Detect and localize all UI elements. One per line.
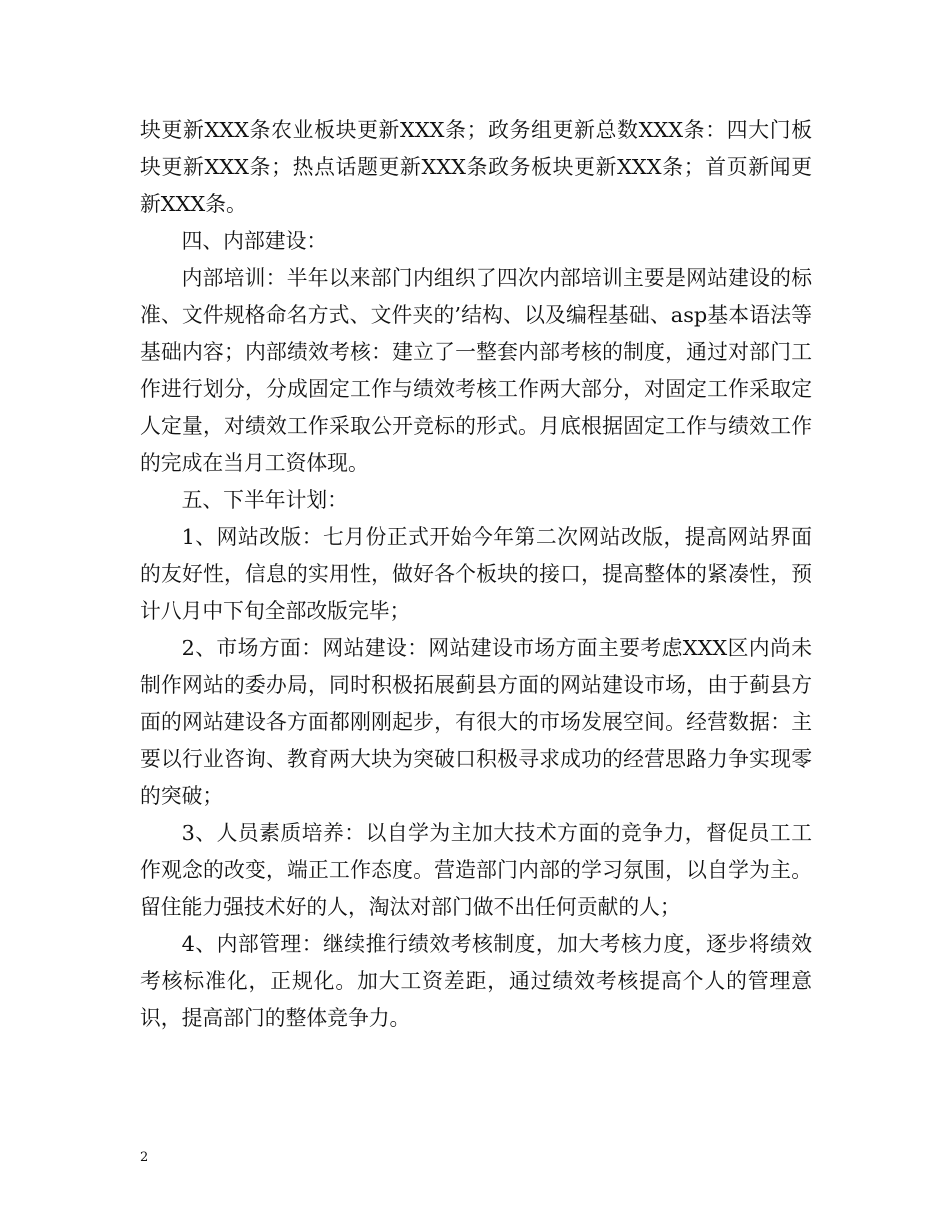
paragraph-continuation: 块更新XXX条农业板块更新XXX条；政务组更新总数XXX条：四大门板块更新XXX条；热点话题更新XXX条政务板块更新XXX条；首页新闻更新XXX条。 <box>140 118 812 216</box>
paragraph-internal-training: 内部培训：半年以来部门内组织了四次内部培训主要是网站建设的标准、文件规格命名方式、文件夹的’结构、以及编程基础、asp基本语法等基础内容；内部绩效考核：建立了一整套内部考核的制度，通过对部门工作进行划分，分成固定工作与绩效考核工作两大部分，对固定工作采取定人定量，对绩效工作采取公开竞标的形式。月底根据固定工作与绩效工作的完成在当月工资体现。 <box>140 266 812 475</box>
document-body <box>140 112 812 1037</box>
paragraph-staff-training: 3、人员素质培养：以自学为主加大技术方面的竞争力，督促员工工作观念的改变，端正工作态度。营造部门内部的学习氛围，以自学为主。留住能力强技术好的人，淘汰对部门做不出任何贡献的人； <box>140 821 812 919</box>
paragraph-internal-management: 4、内部管理：继续推行绩效考核制度，加大考核力度，逐步将绩效考核标准化，正规化。加大工资差距，通过绩效考核提高个人的管理意识，提高部门的整体竞争力。 <box>140 932 812 1030</box>
page-number: 2 <box>140 1150 149 1165</box>
paragraph-market: 2、市场方面：网站建设：网站建设市场方面主要考虑XXX区内尚未制作网站的委办局，同时积极拓展蓟县方面的网站建设市场，由于蓟县方面的网站建设各方面都刚刚起步，有很大的市场发展空间。经营数据：主要以行业咨询、教育两大块为突破口积极寻求成功的经营思路力争实现零的突破； <box>140 636 812 808</box>
paragraph-website-redesign: 1、网站改版：七月份正式开始今年第二次网站改版，提高网站界面的友好性，信息的实用性，做好各个板块的接口，提高整体的紧凑性，预计八月中下旬全部改版完毕； <box>140 525 812 623</box>
section-heading-second-half-plan: 五、下半年计划： <box>181 488 348 512</box>
section-heading-internal-construction: 四、内部建设： <box>181 229 328 253</box>
